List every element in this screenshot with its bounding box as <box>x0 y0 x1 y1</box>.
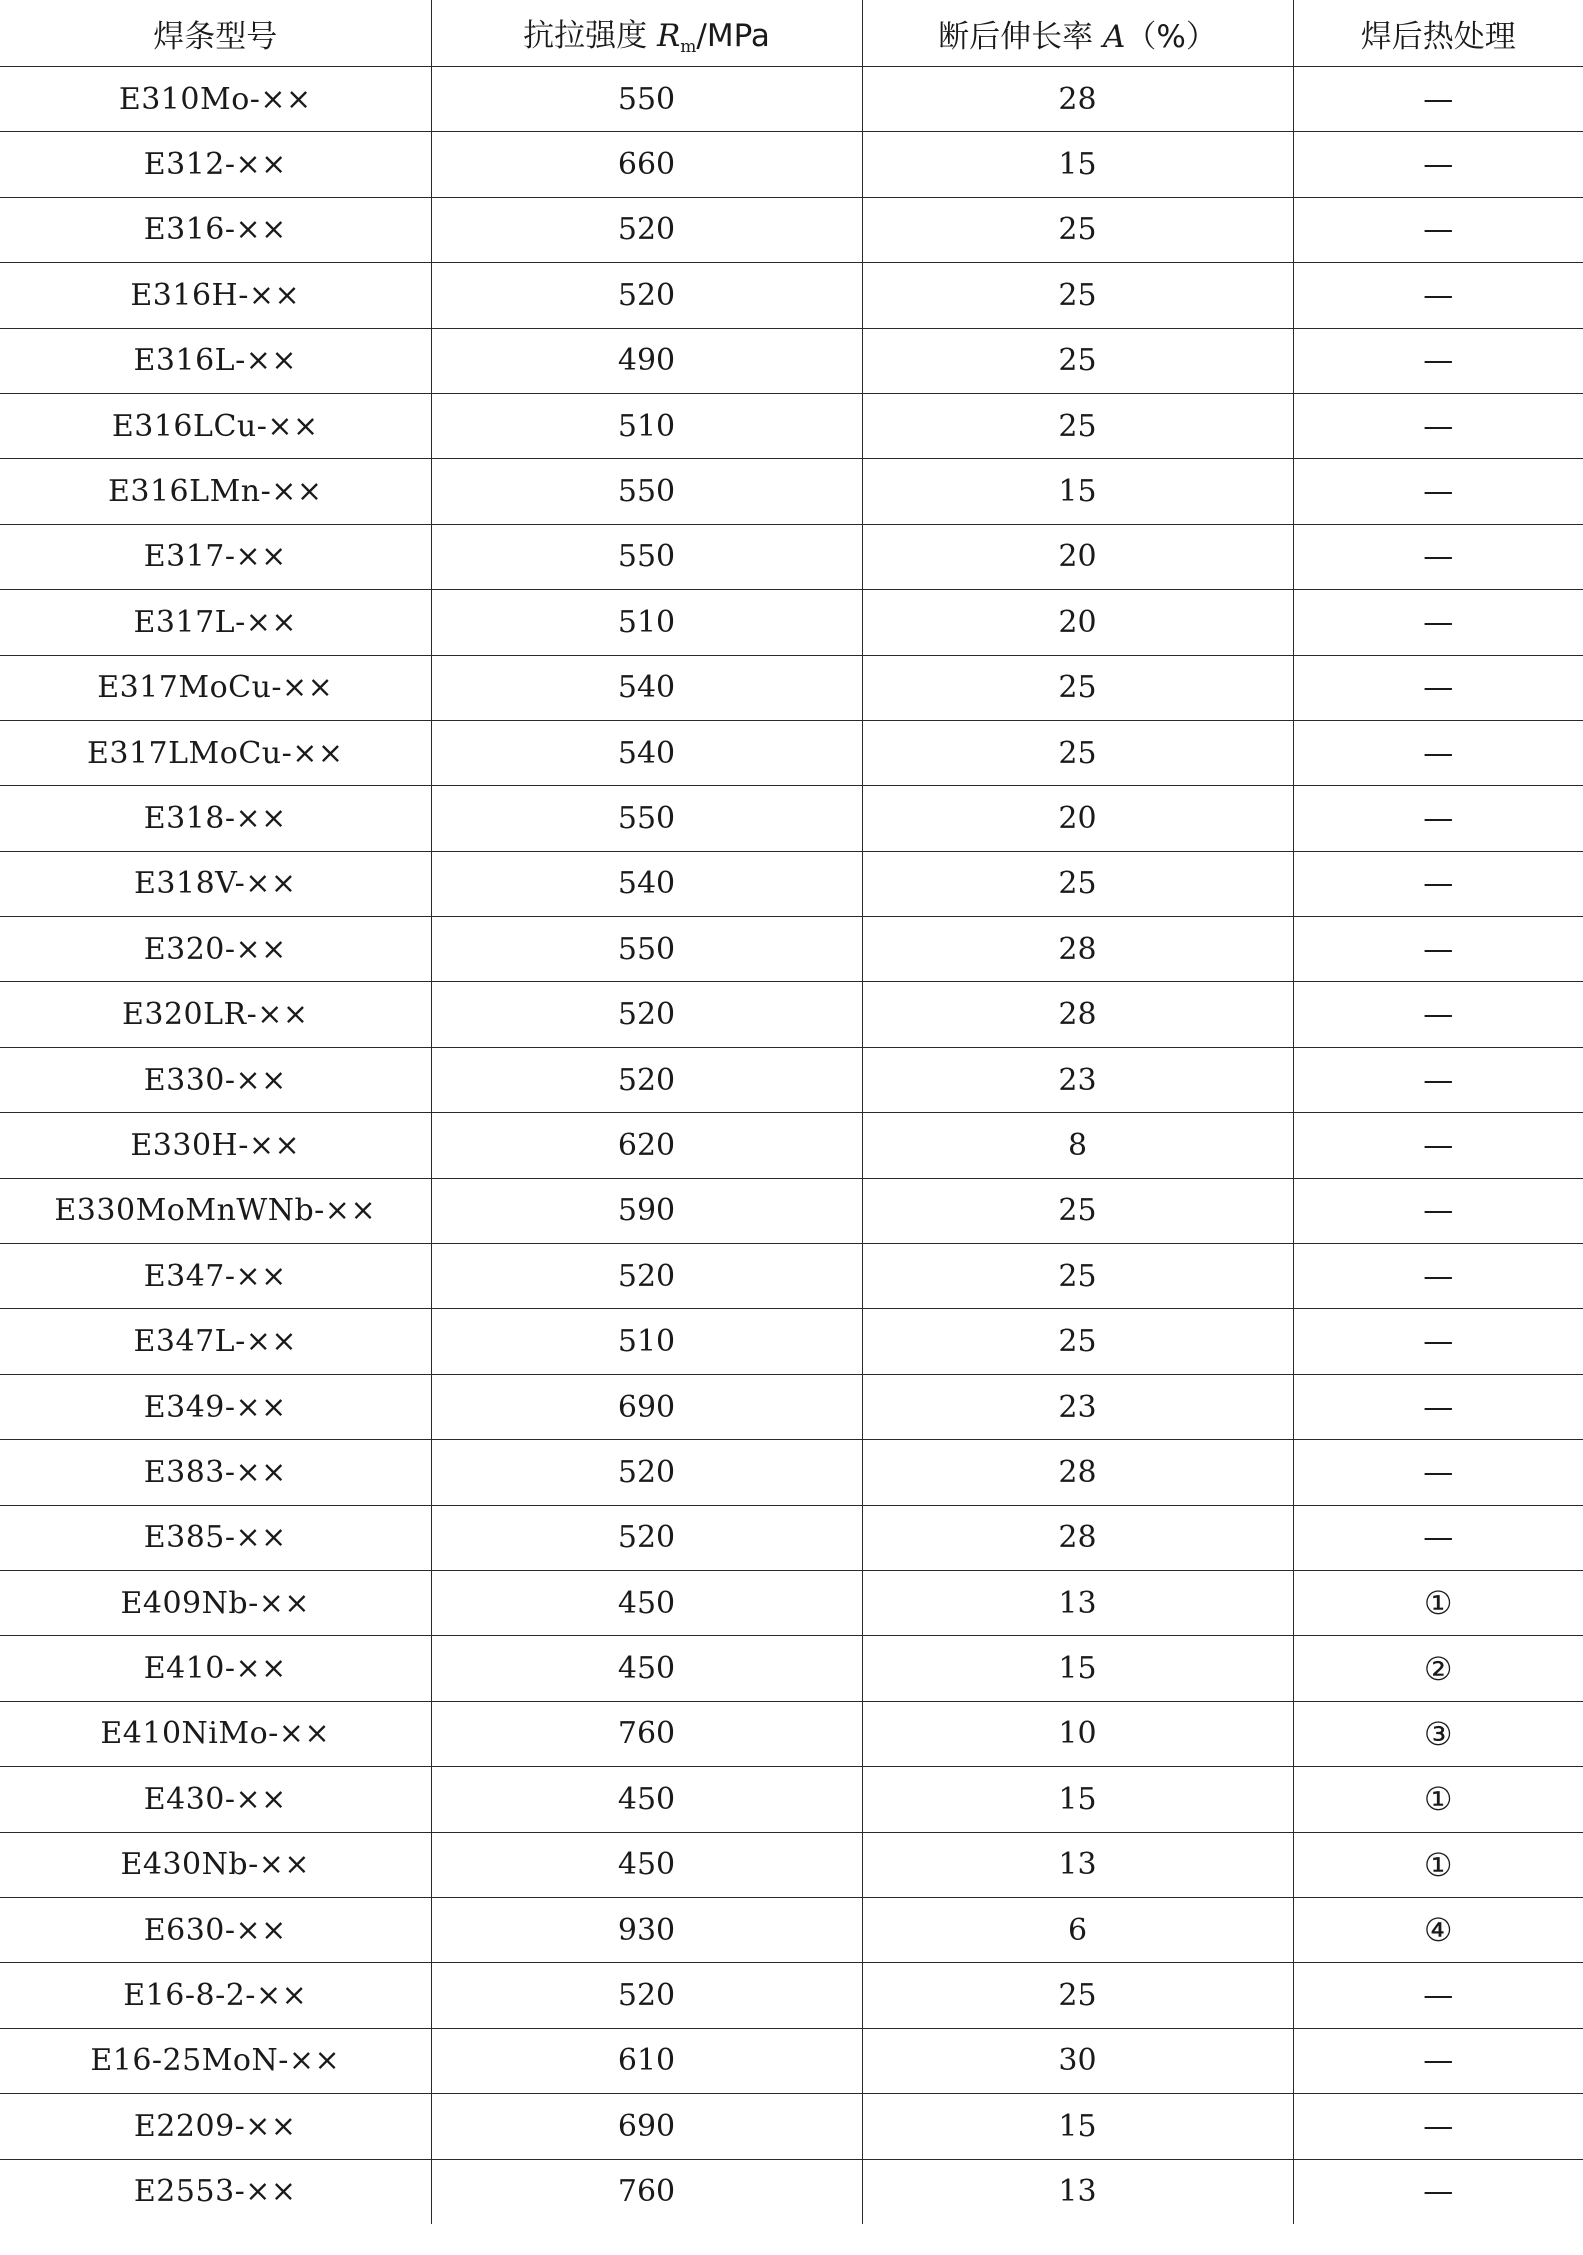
heat-treatment-cell: — <box>1293 132 1583 197</box>
tensile-strength-cell: 510 <box>431 590 862 655</box>
electrode-model-cell: E383-×× <box>0 1440 431 1505</box>
heat-treatment-cell: — <box>1293 2159 1583 2224</box>
elongation-cell: 25 <box>862 263 1293 328</box>
tensile-strength-cell: 540 <box>431 851 862 916</box>
heat-treatment-cell: — <box>1293 197 1583 262</box>
elongation-cell: 25 <box>862 1178 1293 1243</box>
heat-treatment-cell: — <box>1293 2028 1583 2093</box>
electrode-model-cell: E430Nb-×× <box>0 1832 431 1897</box>
heat-treatment-cell: — <box>1293 590 1583 655</box>
tensile-strength-cell: 550 <box>431 67 862 132</box>
elongation-cell: 6 <box>862 1897 1293 1962</box>
elongation-cell: 23 <box>862 1374 1293 1439</box>
electrode-model-cell: E316LCu-×× <box>0 393 431 458</box>
heat-treatment-cell: — <box>1293 786 1583 851</box>
elongation-cell: 28 <box>862 1440 1293 1505</box>
tensile-strength-cell: 520 <box>431 1244 862 1309</box>
electrode-model-cell: E409Nb-×× <box>0 1570 431 1635</box>
tensile-strength-cell: 450 <box>431 1832 862 1897</box>
electrode-model-cell: E330MoMnWNb-×× <box>0 1178 431 1243</box>
table-row <box>0 1374 1583 1439</box>
elongation-cell: 10 <box>862 1701 1293 1766</box>
electrode-model-cell: E430-×× <box>0 1767 431 1832</box>
heat-treatment-cell: — <box>1293 720 1583 785</box>
tensile-strength-cell: 540 <box>431 655 862 720</box>
electrode-model-cell: E630-×× <box>0 1897 431 1962</box>
table-row <box>0 1701 1583 1766</box>
electrode-model-cell: E330H-×× <box>0 1113 431 1178</box>
heat-treatment-cell: — <box>1293 1309 1583 1374</box>
table-row <box>0 328 1583 393</box>
heat-treatment-cell: ① <box>1293 1570 1583 1635</box>
tensile-strength-cell: 690 <box>431 1374 862 1439</box>
elongation-cell: 25 <box>862 328 1293 393</box>
heat-treatment-cell: — <box>1293 655 1583 720</box>
electrode-model-cell: E2209-×× <box>0 2094 431 2159</box>
electrode-model-cell: E317LMoCu-×× <box>0 720 431 785</box>
electrode-model-cell: E347-×× <box>0 1244 431 1309</box>
table-row <box>0 1113 1583 1178</box>
table-row <box>0 1440 1583 1505</box>
tensile-strength-cell: 520 <box>431 263 862 328</box>
tensile-strength-cell: 590 <box>431 1178 862 1243</box>
electrode-model-cell: E317-×× <box>0 524 431 589</box>
electrode-model-cell: E317MoCu-×× <box>0 655 431 720</box>
tensile-strength-cell: 620 <box>431 1113 862 1178</box>
elongation-cell: 15 <box>862 1767 1293 1832</box>
table-row <box>0 393 1583 458</box>
heat-treatment-cell: — <box>1293 459 1583 524</box>
heat-treatment-cell: — <box>1293 917 1583 982</box>
table-row <box>0 1767 1583 1832</box>
heat-treatment-cell: — <box>1293 1178 1583 1243</box>
table-row <box>0 1505 1583 1570</box>
table-row <box>0 655 1583 720</box>
table-row <box>0 132 1583 197</box>
heat-treatment-cell: ① <box>1293 1832 1583 1897</box>
elongation-cell: 20 <box>862 786 1293 851</box>
table-row <box>0 197 1583 262</box>
elongation-cell: 28 <box>862 917 1293 982</box>
table-row <box>0 1309 1583 1374</box>
heat-treatment-cell: — <box>1293 1963 1583 2028</box>
table-row <box>0 2094 1583 2159</box>
tensile-strength-cell: 610 <box>431 2028 862 2093</box>
heat-treatment-cell: ③ <box>1293 1701 1583 1766</box>
electrode-model-cell: E320-×× <box>0 917 431 982</box>
heat-treatment-cell: — <box>1293 1505 1583 1570</box>
table-row <box>0 67 1583 132</box>
table-body <box>0 67 1583 2224</box>
table-row <box>0 459 1583 524</box>
table-row <box>0 1047 1583 1112</box>
electrode-model-cell: E310Mo-×× <box>0 67 431 132</box>
table-row <box>0 1178 1583 1243</box>
tensile-strength-cell: 450 <box>431 1636 862 1701</box>
elongation-cell: 25 <box>862 1244 1293 1309</box>
electrode-model-cell: E16-8-2-×× <box>0 1963 431 2028</box>
elongation-cell: 30 <box>862 2028 1293 2093</box>
elongation-cell: 13 <box>862 1832 1293 1897</box>
elongation-cell: 23 <box>862 1047 1293 1112</box>
header-elongation: 断后伸长率 A（%） <box>862 0 1293 67</box>
tensile-strength-cell: 520 <box>431 197 862 262</box>
elongation-cell: 15 <box>862 132 1293 197</box>
electrode-model-cell: E312-×× <box>0 132 431 197</box>
tensile-strength-cell: 540 <box>431 720 862 785</box>
elongation-cell: 15 <box>862 1636 1293 1701</box>
heat-treatment-cell: — <box>1293 851 1583 916</box>
elongation-cell: 13 <box>862 1570 1293 1635</box>
tensile-strength-cell: 520 <box>431 1963 862 2028</box>
electrode-model-cell: E316-×× <box>0 197 431 262</box>
elongation-cell: 25 <box>862 655 1293 720</box>
electrode-model-cell: E318V-×× <box>0 851 431 916</box>
header-post-weld-heat-treatment: 焊后热处理 <box>1293 0 1583 67</box>
table-row <box>0 590 1583 655</box>
tensile-strength-cell: 760 <box>431 2159 862 2224</box>
elongation-cell: 28 <box>862 67 1293 132</box>
heat-treatment-cell: — <box>1293 1440 1583 1505</box>
heat-treatment-cell: — <box>1293 328 1583 393</box>
heat-treatment-cell: ④ <box>1293 1897 1583 1962</box>
table-row <box>0 2159 1583 2224</box>
electrode-model-cell: E330-×× <box>0 1047 431 1112</box>
elongation-cell: 20 <box>862 590 1293 655</box>
heat-treatment-cell: — <box>1293 1113 1583 1178</box>
electrode-model-cell: E317L-×× <box>0 590 431 655</box>
tensile-strength-cell: 550 <box>431 917 862 982</box>
tensile-strength-cell: 660 <box>431 132 862 197</box>
table-row <box>0 1570 1583 1635</box>
elongation-cell: 25 <box>862 1963 1293 2028</box>
table-header-row <box>0 0 1583 67</box>
electrode-model-cell: E316H-×× <box>0 263 431 328</box>
table-row <box>0 851 1583 916</box>
tensile-strength-cell: 520 <box>431 1047 862 1112</box>
heat-treatment-cell: — <box>1293 263 1583 328</box>
elongation-cell: 28 <box>862 1505 1293 1570</box>
table-row <box>0 1897 1583 1962</box>
table-row <box>0 982 1583 1047</box>
heat-treatment-cell: — <box>1293 67 1583 132</box>
electrode-model-cell: E316LMn-×× <box>0 459 431 524</box>
tensile-strength-cell: 510 <box>431 1309 862 1374</box>
tensile-strength-cell: 520 <box>431 1505 862 1570</box>
heat-treatment-cell: — <box>1293 2094 1583 2159</box>
electrode-model-cell: E316L-×× <box>0 328 431 393</box>
elongation-cell: 13 <box>862 2159 1293 2224</box>
elongation-cell: 8 <box>862 1113 1293 1178</box>
tensile-strength-cell: 550 <box>431 786 862 851</box>
heat-treatment-cell: ② <box>1293 1636 1583 1701</box>
tensile-strength-cell: 450 <box>431 1570 862 1635</box>
elongation-cell: 15 <box>862 459 1293 524</box>
elongation-cell: 25 <box>862 197 1293 262</box>
electrode-model-cell: E385-×× <box>0 1505 431 1570</box>
elongation-cell: 25 <box>862 851 1293 916</box>
table-row <box>0 720 1583 785</box>
electrode-model-cell: E16-25MoN-×× <box>0 2028 431 2093</box>
table-row <box>0 2028 1583 2093</box>
table-row <box>0 1832 1583 1897</box>
tensile-strength-cell: 760 <box>431 1701 862 1766</box>
table-row <box>0 917 1583 982</box>
elongation-cell: 25 <box>862 720 1293 785</box>
heat-treatment-cell: — <box>1293 1244 1583 1309</box>
heat-treatment-cell: — <box>1293 524 1583 589</box>
table-row <box>0 1963 1583 2028</box>
tensile-strength-cell: 510 <box>431 393 862 458</box>
electrode-model-cell: E410-×× <box>0 1636 431 1701</box>
elongation-cell: 15 <box>862 2094 1293 2159</box>
heat-treatment-cell: — <box>1293 982 1583 1047</box>
table-row <box>0 1244 1583 1309</box>
table-row <box>0 1636 1583 1701</box>
tensile-strength-cell: 520 <box>431 982 862 1047</box>
elongation-cell: 25 <box>862 393 1293 458</box>
elongation-cell: 28 <box>862 982 1293 1047</box>
tensile-strength-cell: 550 <box>431 459 862 524</box>
tensile-strength-cell: 450 <box>431 1767 862 1832</box>
electrode-model-cell: E349-×× <box>0 1374 431 1439</box>
table-row <box>0 524 1583 589</box>
electrode-model-cell: E347L-×× <box>0 1309 431 1374</box>
tensile-strength-cell: 930 <box>431 1897 862 1962</box>
elongation-cell: 25 <box>862 1309 1293 1374</box>
header-electrode-model: 焊条型号 <box>0 0 431 67</box>
tensile-strength-cell: 550 <box>431 524 862 589</box>
heat-treatment-cell: — <box>1293 1374 1583 1439</box>
tensile-strength-cell: 520 <box>431 1440 862 1505</box>
electrode-model-cell: E410NiMo-×× <box>0 1701 431 1766</box>
elongation-cell: 20 <box>862 524 1293 589</box>
electrode-model-cell: E318-×× <box>0 786 431 851</box>
tensile-strength-cell: 490 <box>431 328 862 393</box>
electrode-model-cell: E320LR-×× <box>0 982 431 1047</box>
heat-treatment-cell: ① <box>1293 1767 1583 1832</box>
tensile-strength-cell: 690 <box>431 2094 862 2159</box>
heat-treatment-cell: — <box>1293 393 1583 458</box>
table-row <box>0 786 1583 851</box>
header-tensile-strength: 抗拉强度 $R_m$/MPa <box>431 0 862 67</box>
electrode-model-cell: E2553-×× <box>0 2159 431 2224</box>
table-row <box>0 263 1583 328</box>
heat-treatment-cell: — <box>1293 1047 1583 1112</box>
